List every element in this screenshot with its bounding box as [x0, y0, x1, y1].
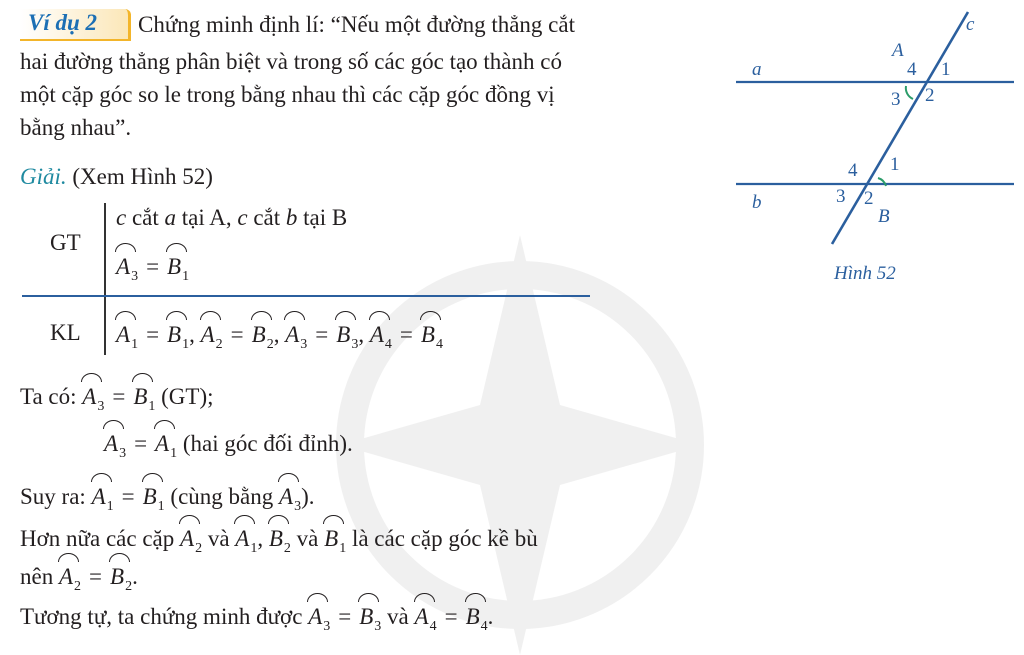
- svg-text:3: 3: [836, 186, 846, 207]
- label-b: b: [752, 192, 762, 213]
- problem-line-1: Chứng minh định lí: “Nếu một đường thẳng cắt: [138, 12, 575, 37]
- kl-label: KL: [50, 320, 81, 345]
- watermark-logo: [330, 215, 710, 655]
- angle-A3: $A_3$: [116, 250, 138, 292]
- proof-line-6: Tương tự, ta chứng minh được $A_3$ = $B_3$ và $A_4$ = $B_4$.: [20, 600, 493, 642]
- angle-mark-A3: [906, 86, 913, 99]
- proof-line-5: nên $A_2$ = $B_2$.: [20, 560, 138, 602]
- angle-B4: $B_4$: [421, 318, 443, 360]
- svg-text:2: 2: [925, 85, 935, 106]
- problem-line-3: một cặp góc so le trong bằng nhau thì các cặp góc đồng vị: [20, 82, 555, 107]
- svg-text:3: 3: [891, 89, 901, 110]
- proof-line-2: $A_3$ = $A_1$ (hai góc đối đỉnh).: [104, 427, 353, 469]
- angle-A4: $A_4$: [370, 318, 392, 360]
- gt-line-2: $A_3$ = $B_1$: [116, 250, 189, 292]
- svg-text:1: 1: [941, 59, 951, 80]
- label-a: a: [752, 59, 762, 80]
- proof-line-1: Ta có: $A_3$ = $B_1$ (GT);: [20, 380, 214, 422]
- angle-B3: $B_3$: [336, 318, 358, 360]
- problem-line-2: hai đường thẳng phân biệt và trong số các góc tạo thành có: [20, 49, 562, 74]
- example-label: Ví dụ 2: [28, 10, 98, 35]
- angle-A2: $A_2$: [201, 318, 223, 360]
- svg-text:4: 4: [907, 59, 917, 80]
- kl-content: $A_1$ = $B_1$, $A_2$ = $B_2$, $A_3$ = $B_3$, $A_4$ = $B_4$: [116, 318, 443, 360]
- angle-B1: $B_1$: [167, 318, 189, 360]
- problem-line-4: bằng nhau”.: [20, 115, 132, 140]
- gt-line-1: c cắt a tại A, c cắt b tại B: [116, 205, 348, 230]
- svg-text:2: 2: [864, 188, 874, 209]
- label-point-A: A: [892, 40, 904, 61]
- svg-text:1: 1: [890, 154, 900, 175]
- svg-text:4: 4: [848, 160, 858, 181]
- proof-line-4: Hơn nữa các cặp $A_2$ và $A_1$, $B_2$ và $B_1$ là các cặp góc kề bù: [20, 522, 538, 564]
- angle-A3: $A_3$: [285, 318, 307, 360]
- figure-caption: Hình 52: [834, 263, 896, 284]
- solution-line: [20, 162, 213, 192]
- angle-A1: $A_1$: [116, 318, 138, 360]
- label-c: c: [966, 14, 975, 35]
- table-horizontal-rule: [22, 295, 590, 297]
- angle-B1: $B_1$: [167, 250, 189, 292]
- solution-ref: (Xem Hình 52): [72, 164, 213, 189]
- gt-label: GT: [50, 230, 81, 255]
- angle-B2: $B_2$: [252, 318, 274, 360]
- table-vertical-rule: [104, 203, 106, 355]
- label-point-B: B: [878, 206, 890, 227]
- figure-52: [728, 6, 1018, 296]
- solution-label: Giải.: [20, 164, 67, 189]
- proof-line-3: Suy ra: $A_1$ = $B_1$ (cùng bằng $A_3$).: [20, 480, 314, 522]
